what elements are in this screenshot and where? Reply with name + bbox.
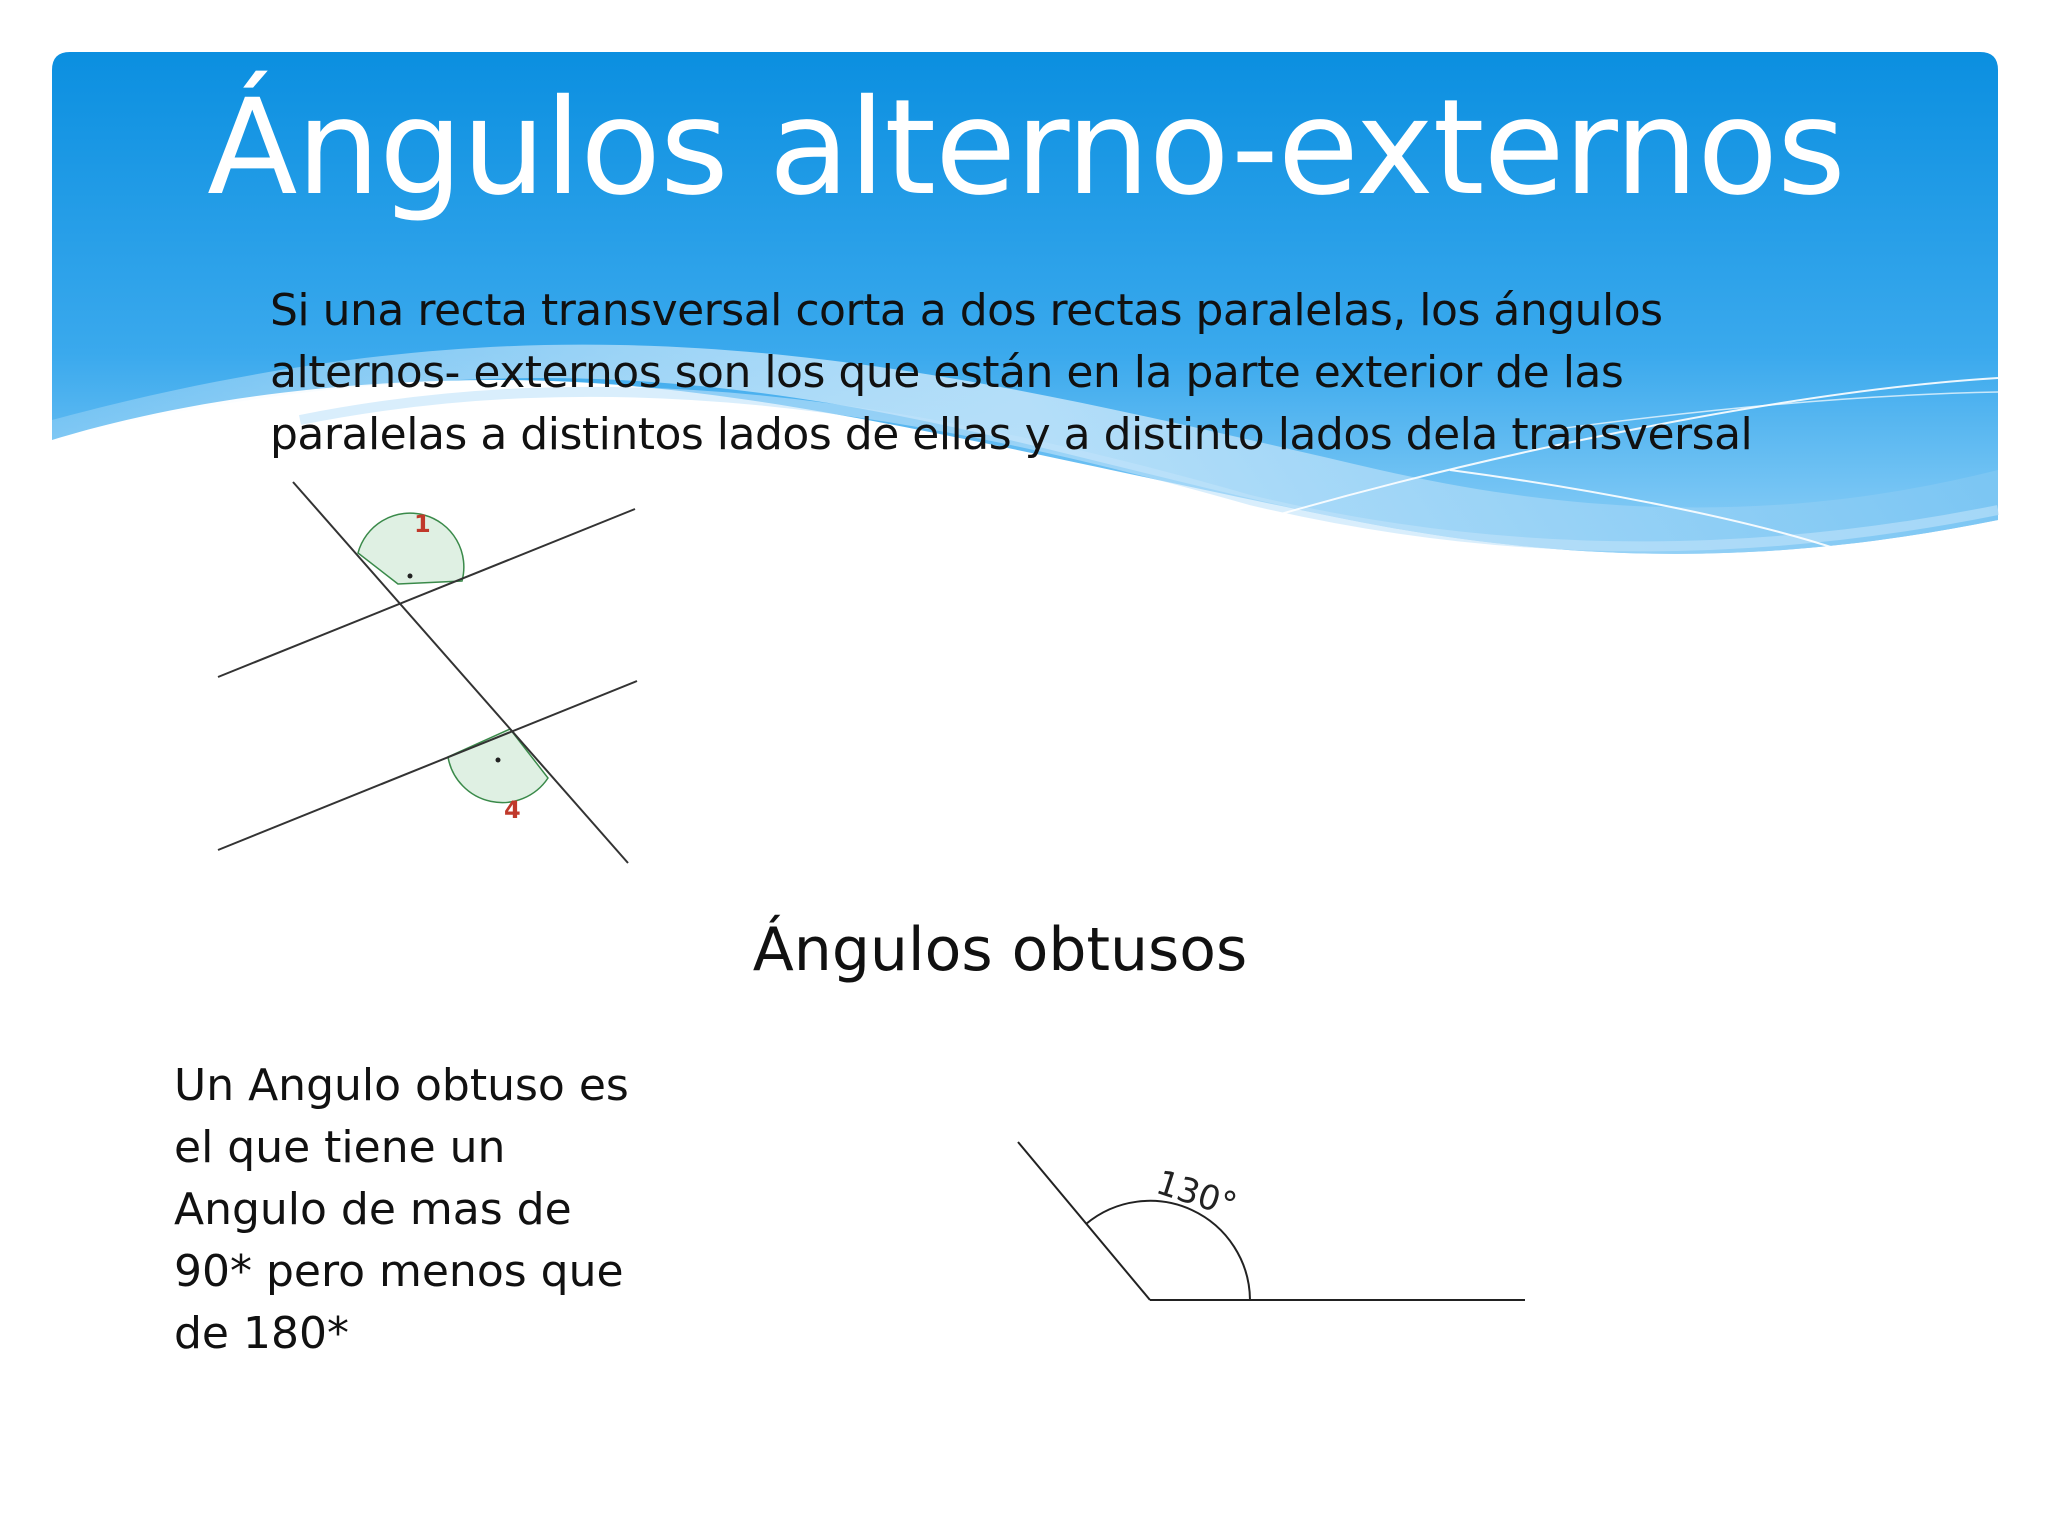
obtuse-definition: Un Angulo obtuso es el que tiene un Angulo de mas de 90* pero menos que de 180* — [174, 1060, 629, 1359]
obtuse-angle-figure — [1010, 1130, 1540, 1330]
parallel-line-bottom — [218, 681, 637, 850]
angle-4-dot — [496, 758, 501, 763]
angle-4-label: 4 — [504, 796, 521, 824]
intro-paragraph: Si una recta transversal corta a dos rectas paralelas, los ángulos alternos- externos son los que están en la parte exterior de las paralelas a distintos lados de ellas y a distinto lados dela transversal — [270, 285, 1753, 460]
angle-1-dot — [408, 574, 413, 579]
obtuse-angle-label: 130° — [1151, 1162, 1242, 1226]
section-subtitle: Ángulos obtusos — [752, 915, 1248, 985]
slide-title: Ángulos alterno-externos — [207, 71, 1845, 225]
transversal-line — [293, 482, 628, 863]
obtuse-ray-slant — [1018, 1142, 1150, 1300]
parallel-lines-figure — [210, 475, 650, 870]
angle-4-arc — [448, 729, 548, 803]
angle-1-label: 1 — [414, 510, 431, 538]
